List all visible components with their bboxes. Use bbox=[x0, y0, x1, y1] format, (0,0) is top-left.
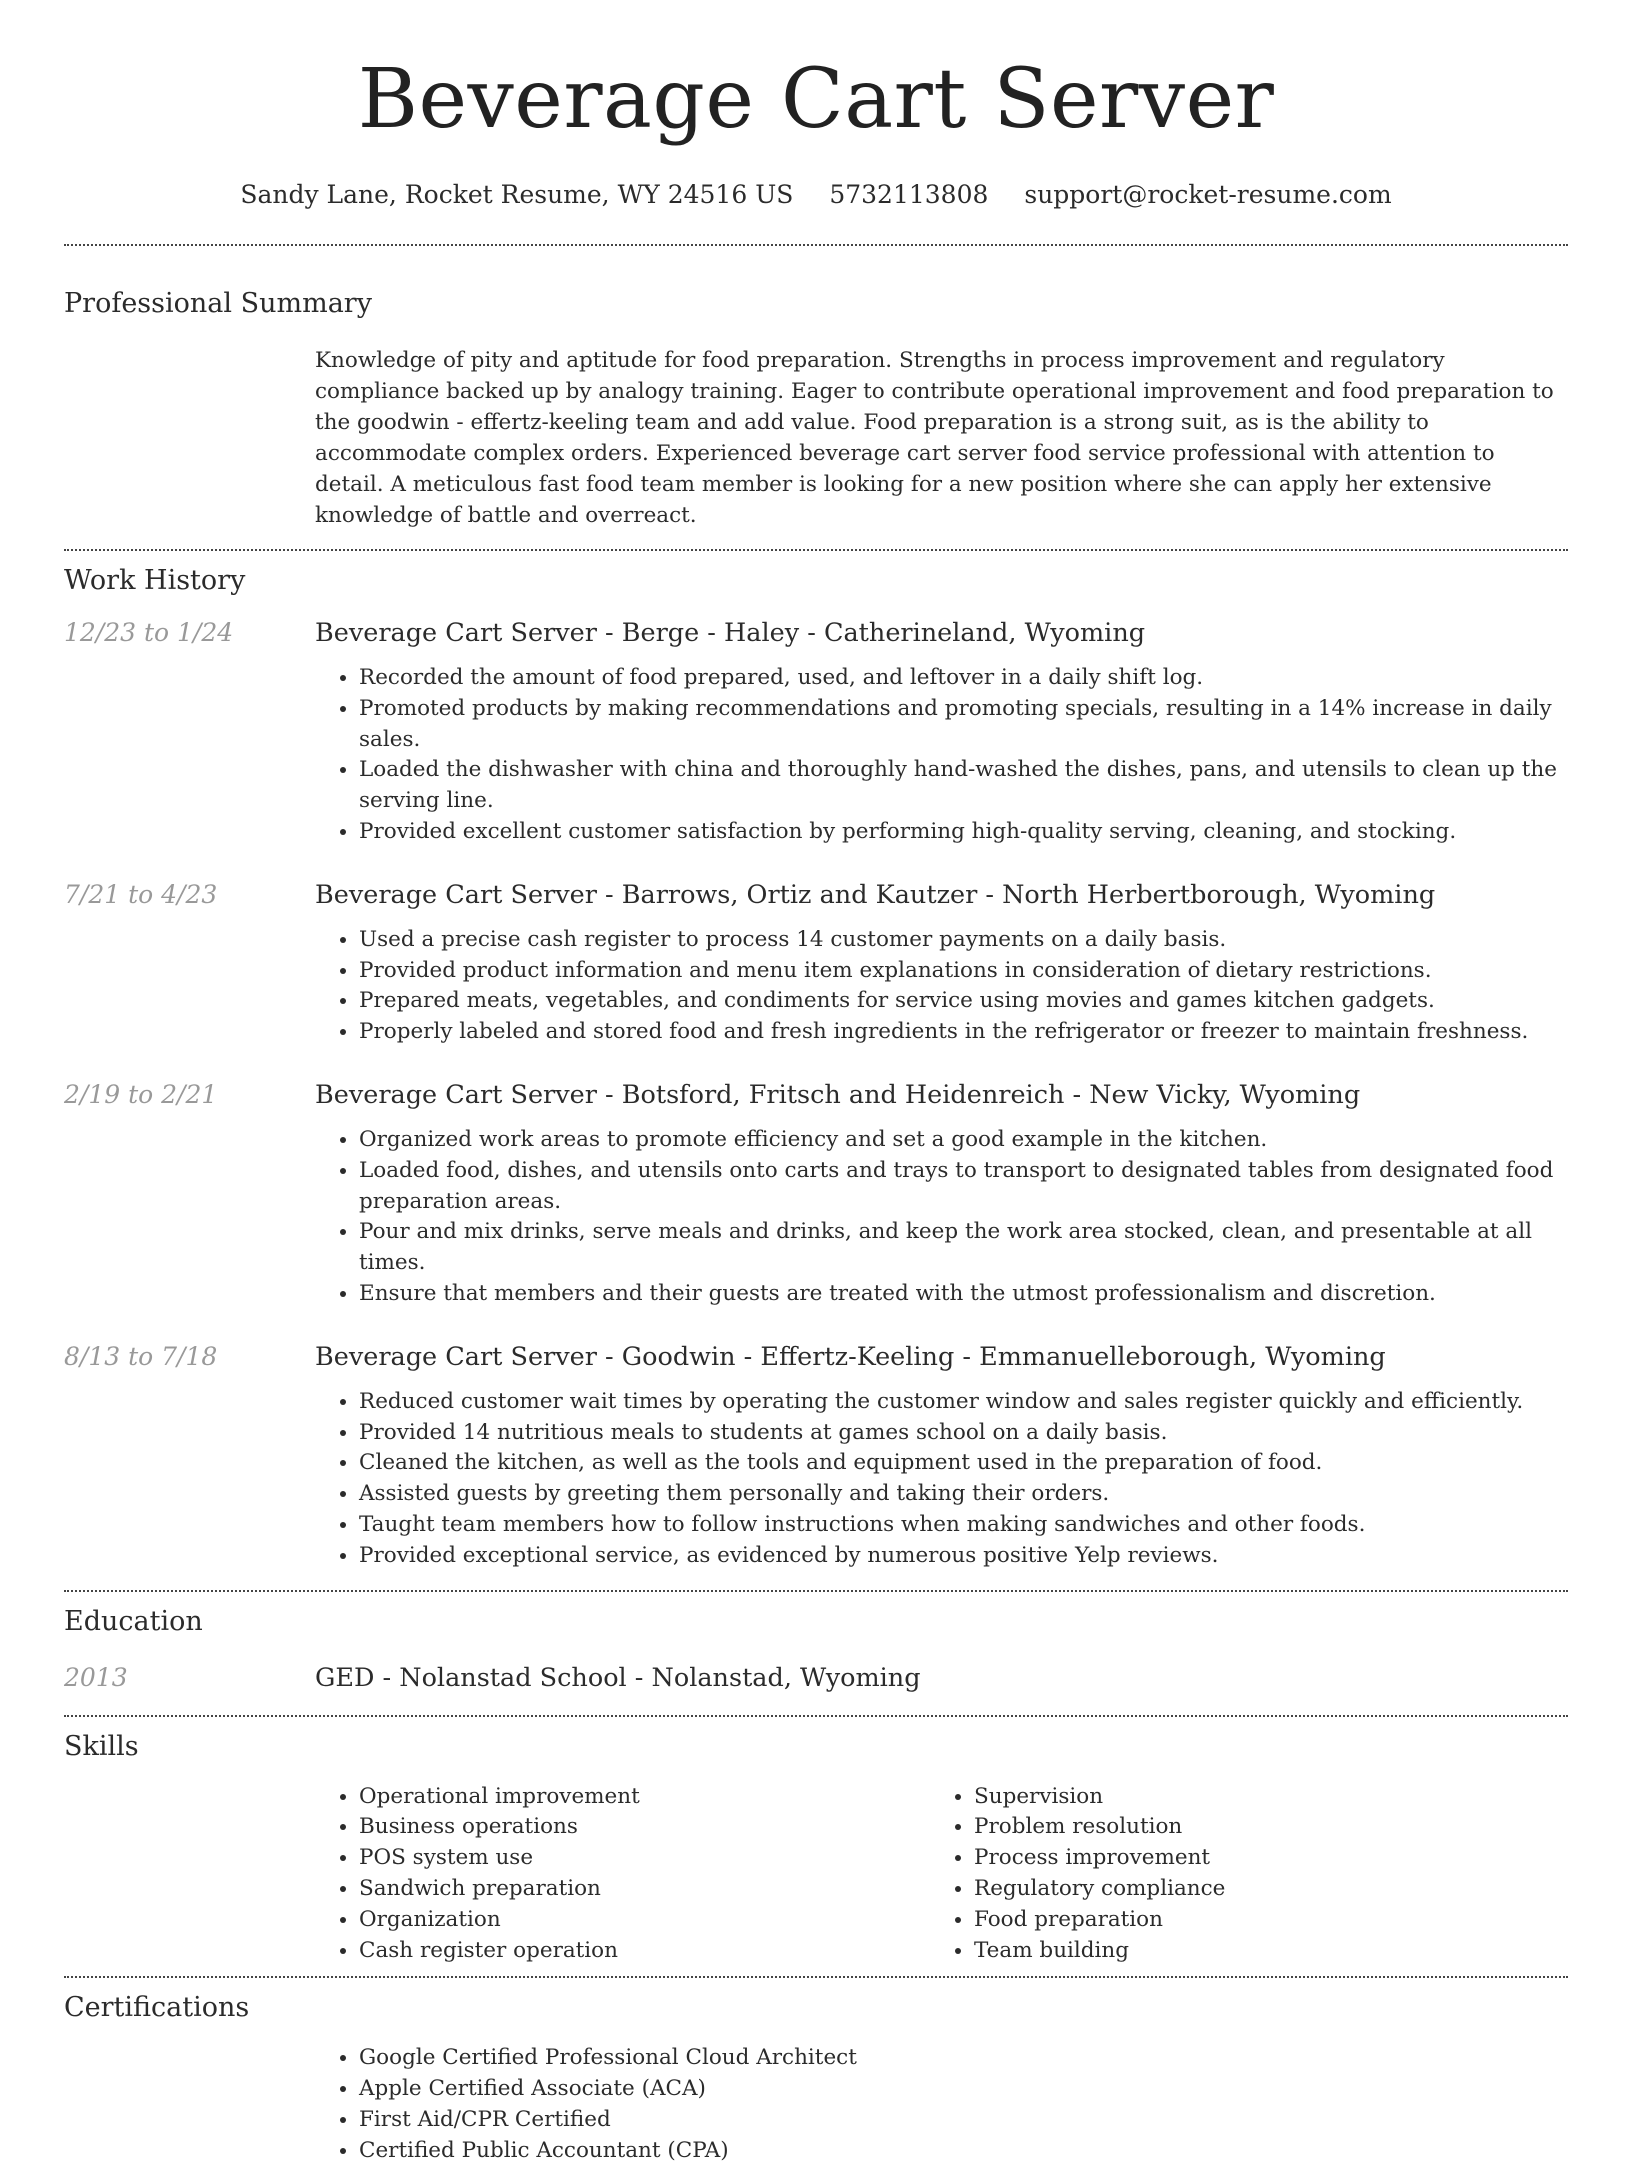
skill-item: • Problem resolution bbox=[974, 1812, 1545, 1843]
bullet-item: • Provided 14 nutritious meals to students at games school on a daily basis. bbox=[359, 1418, 1568, 1449]
skill-item: • Cash register operation bbox=[359, 1936, 930, 1967]
bullet-item: • Provided exceptional service, as evidenced by numerous positive Yelp reviews. bbox=[359, 1541, 1568, 1572]
skill-item: • POS system use bbox=[359, 1843, 930, 1874]
bullet-item: • Loaded food, dishes, and utensils onto carts and trays to transport to designated tables from designated food preparation areas. bbox=[359, 1156, 1568, 1218]
skill-item: • Sandwich preparation bbox=[359, 1874, 930, 1905]
resume-page bbox=[64, 0, 1568, 2167]
bullet-item: • Properly labeled and stored food and fresh ingredients in the refrigerator or freezer to maintain freshness. bbox=[359, 1017, 1568, 1048]
bullet-item: • Used a precise cash register to process 14 customer payments on a daily basis. bbox=[359, 925, 1568, 956]
skills-list bbox=[315, 1782, 1568, 1977]
divider bbox=[64, 549, 1568, 551]
certifications-list bbox=[315, 2043, 1568, 2166]
bullet-item: • Prepared meats, vegetables, and condiments for service using movies and games kitchen gadgets. bbox=[359, 986, 1568, 1017]
certification-item: • First Aid/CPR Certified bbox=[359, 2105, 1568, 2136]
certification-item: • Apple Certified Associate (ACA) bbox=[359, 2074, 1568, 2105]
job-heading: Beverage Cart Server - Berge - Haley - Catherineland, Wyoming bbox=[315, 618, 1146, 648]
job-entry bbox=[64, 878, 1568, 1048]
section-title-certifications: Certifications bbox=[64, 1992, 250, 2024]
job-heading: Beverage Cart Server - Barrows, Ortiz and Kautzer - North Herbertborough, Wyoming bbox=[315, 879, 1436, 910]
divider bbox=[64, 1976, 1568, 1978]
summary-text: Knowledge of pity and aptitude for food preparation. Strengths in process improvement and regulatory compliance backed up by analogy training. Eager to contribute operational improvement and food preparation to the goodwin - effertz-keeling team and add value. Food preparation is a strong suit, as is the ability to accommodate complex orders. Experienced beverage cart server food service professional with attention to detail. A meticulous fast food team member is looking for a new position where she can apply her extensive knowledge of battle and overreact. bbox=[315, 348, 1554, 528]
contact-line bbox=[64, 178, 1568, 212]
education-date: 2013 bbox=[64, 1662, 128, 1692]
skill-item: • Process improvement bbox=[974, 1843, 1545, 1874]
summary-section bbox=[64, 287, 1568, 549]
bullet-item: • Reduced customer wait times by operating the customer window and sales register quickly and efficiently. bbox=[359, 1387, 1568, 1418]
divider bbox=[64, 1590, 1568, 1592]
skill-item: • Supervision bbox=[974, 1782, 1545, 1813]
job-date: 2/19 to 2/21 bbox=[64, 1079, 218, 1109]
section-title-summary: Professional Summary bbox=[64, 288, 372, 319]
bullet-item: • Loaded the dishwasher with china and thoroughly hand-washed the dishes, pans, and utensils to clean up the serving line. bbox=[359, 755, 1568, 817]
candidate-name: Beverage Cart Server bbox=[357, 52, 1275, 147]
skills-section bbox=[64, 1730, 1568, 1977]
education-entry bbox=[64, 1661, 1568, 1715]
bullet-item: • Organized work areas to promote efficiency and set a good example in the kitchen. bbox=[359, 1125, 1568, 1156]
bullet-item: • Recorded the amount of food prepared, used, and leftover in a daily shift log. bbox=[359, 663, 1568, 694]
skill-item: • Operational improvement bbox=[359, 1782, 930, 1813]
phone: 5732113808 bbox=[829, 180, 989, 209]
address: Sandy Lane, Rocket Resume, WY 24516 US bbox=[240, 180, 794, 209]
job-entry bbox=[64, 1078, 1568, 1310]
job-date: 12/23 to 1/24 bbox=[64, 618, 234, 647]
job-bullets bbox=[315, 925, 1568, 1048]
job-date: 7/21 to 4/23 bbox=[64, 879, 218, 909]
bullet-item: • Taught team members how to follow instructions when making sandwiches and other foods. bbox=[359, 1510, 1568, 1541]
email: support@rocket-resume.com bbox=[1024, 180, 1392, 209]
job-date: 8/13 to 7/18 bbox=[64, 1341, 218, 1371]
certifications-section bbox=[64, 1991, 1568, 2166]
divider bbox=[64, 1715, 1568, 1717]
bullet-item: • Ensure that members and their guests are treated with the utmost professionalism and discretion. bbox=[359, 1279, 1568, 1310]
job-entry bbox=[64, 1340, 1568, 1590]
bullet-item: • Assisted guests by greeting them personally and taking their orders. bbox=[359, 1479, 1568, 1510]
bullet-item: • Provided excellent customer satisfaction by performing high-quality serving, cleaning, and stocking. bbox=[359, 817, 1568, 848]
education-heading: GED - Nolanstad School - Nolanstad, Wyoming bbox=[315, 1662, 921, 1693]
work-history-section bbox=[64, 564, 1568, 1590]
job-entry bbox=[64, 616, 1568, 848]
skill-item: • Organization bbox=[359, 1905, 930, 1936]
section-title-skills: Skills bbox=[64, 1730, 139, 1762]
job-bullets bbox=[315, 663, 1568, 848]
job-bullets bbox=[315, 1125, 1568, 1310]
divider bbox=[64, 244, 1568, 246]
job-heading: Beverage Cart Server - Botsford, Fritsch and Heidenreich - New Vicky, Wyoming bbox=[315, 1079, 1361, 1110]
certification-item: • Google Certified Professional Cloud Architect bbox=[359, 2043, 1568, 2074]
education-section bbox=[64, 1605, 1568, 1715]
job-heading: Beverage Cart Server - Goodwin - Effertz-Keeling - Emmanuelleborough, Wyoming bbox=[315, 1341, 1386, 1372]
skill-item: • Business operations bbox=[359, 1812, 930, 1843]
section-title-education: Education bbox=[64, 1605, 203, 1637]
skill-item: • Regulatory compliance bbox=[974, 1874, 1545, 1905]
bullet-item: • Promoted products by making recommendations and promoting specials, resulting in a 14% increase in daily sales. bbox=[359, 694, 1568, 756]
certification-item: • Certified Public Accountant (CPA) bbox=[359, 2136, 1568, 2167]
bullet-item: • Cleaned the kitchen, as well as the tools and equipment used in the preparation of food. bbox=[359, 1448, 1568, 1479]
bullet-item: • Pour and mix drinks, serve meals and drinks, and keep the work area stocked, clean, and presentable at all times. bbox=[359, 1217, 1568, 1279]
section-title-work-history: Work History bbox=[64, 565, 246, 596]
skill-item: • Team building bbox=[974, 1936, 1545, 1967]
job-bullets bbox=[315, 1387, 1568, 1572]
skill-item: • Food preparation bbox=[974, 1905, 1545, 1936]
bullet-item: • Provided product information and menu item explanations in consideration of dietary restrictions. bbox=[359, 956, 1568, 987]
